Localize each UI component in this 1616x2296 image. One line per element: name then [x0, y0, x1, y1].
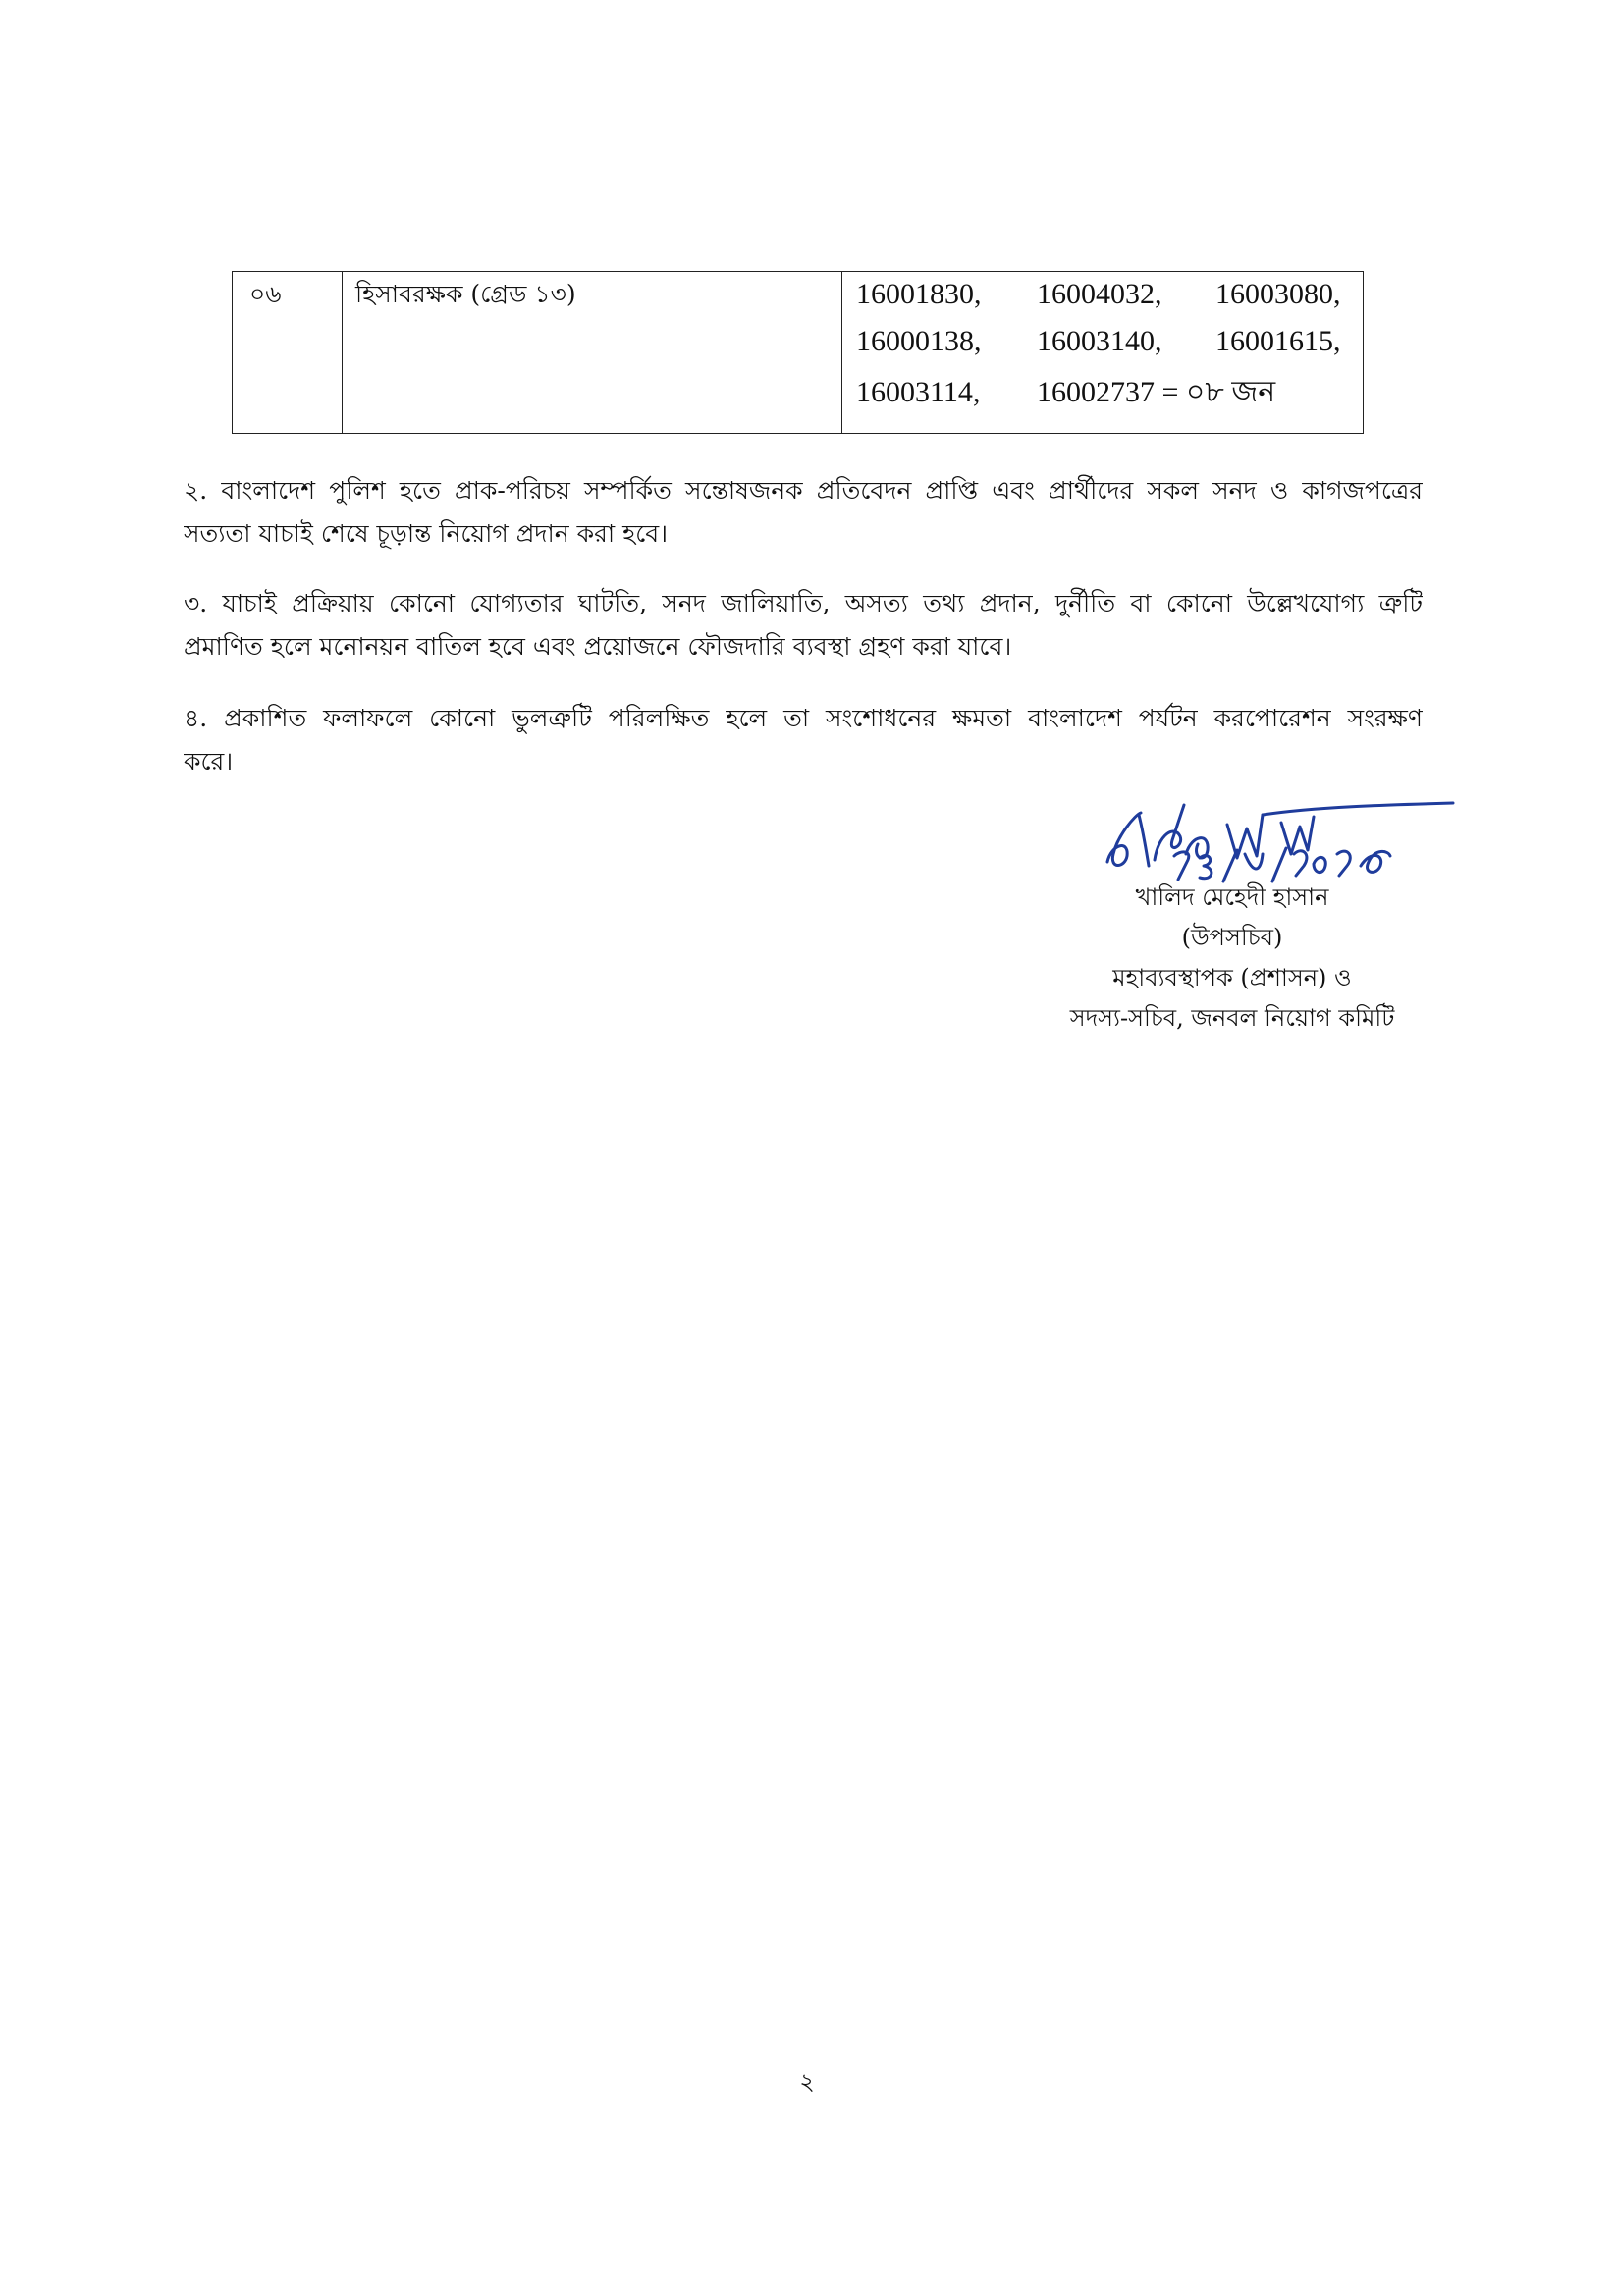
roll-number: 16001830, [856, 278, 982, 310]
paragraph-cancellation-clause [184, 582, 1423, 668]
serial-number: ০৬ [249, 280, 282, 308]
signatory-designation: মহাব্যবস্থাপক (প্রশাসন) ও [1112, 964, 1352, 991]
paragraph-line: সত্যতা যাচাই শেষে চূড়ান্ত নিয়োগ প্রদান করা হবে। [184, 519, 669, 548]
results-table [232, 271, 1364, 434]
roll-number-total: 16002737 = ০৮ জন [1037, 376, 1276, 408]
roll-numbers-cell [841, 272, 1363, 433]
signatory-committee-role: সদস্য-সচিব, জনবল নিয়োগ কমিটি [1069, 1004, 1395, 1032]
paragraph-correction-rights [184, 697, 1423, 783]
roll-number: 16000138, [856, 325, 982, 357]
paragraph-line: ৩. যাচাই প্রক্রিয়ায় কোনো যোগ্যতার ঘাটতি, সনদ জালিয়াতি, অসত্য তথ্য প্রদান, দুর্নীতি বা কোনো উল্লেখযোগ্য ত্রুটি [184, 589, 1423, 617]
signatory-block [1021, 878, 1443, 1039]
paragraph-police-verification [184, 469, 1423, 556]
signatory-name: খালিদ মেহেদী হাসান [1135, 883, 1329, 911]
roll-number-line [856, 272, 1341, 317]
paragraph-line: ২. বাংলাদেশ পুলিশ হতে প্রাক-পরিচয় সম্পর্কিত সন্তোষজনক প্রতিবেদন প্রাপ্তি এবং প্রার্থীদের সকল সনদ ও কাগজপত্রের [184, 476, 1423, 505]
page-number: ২ [799, 2068, 815, 2096]
serial-cell [233, 272, 342, 433]
signatory-rank: (উপসচিব) [1181, 924, 1283, 951]
post-name: হিসাবরক্ষক (গ্রেড ১৩) [355, 280, 576, 308]
roll-number-list [856, 272, 1363, 433]
paragraph-line: প্রমাণিত হলে মনোনয়ন বাতিল হবে এবং প্রয়োজনে ফৌজদারি ব্যবস্থা গ্রহণ করা যাবে। [184, 632, 1012, 661]
roll-number: 16003140, [1037, 325, 1162, 357]
roll-number: 16001615, [1215, 325, 1341, 357]
roll-number: 16003114, [856, 376, 981, 408]
roll-number-line [856, 370, 1276, 415]
post-cell [342, 272, 841, 433]
roll-number: 16003080, [1215, 278, 1341, 310]
roll-number: 16004032, [1037, 278, 1162, 310]
paragraph-line: ৪. প্রকাশিত ফলাফলে কোনো ভুলত্রুটি পরিলক্ষিত হলে তা সংশোধনের ক্ষমতা বাংলাদেশ পর্যটন করপোরেশন সংরক্ষণ [184, 704, 1423, 732]
roll-number-line [856, 319, 1341, 364]
paragraph-line: করে। [184, 747, 234, 775]
